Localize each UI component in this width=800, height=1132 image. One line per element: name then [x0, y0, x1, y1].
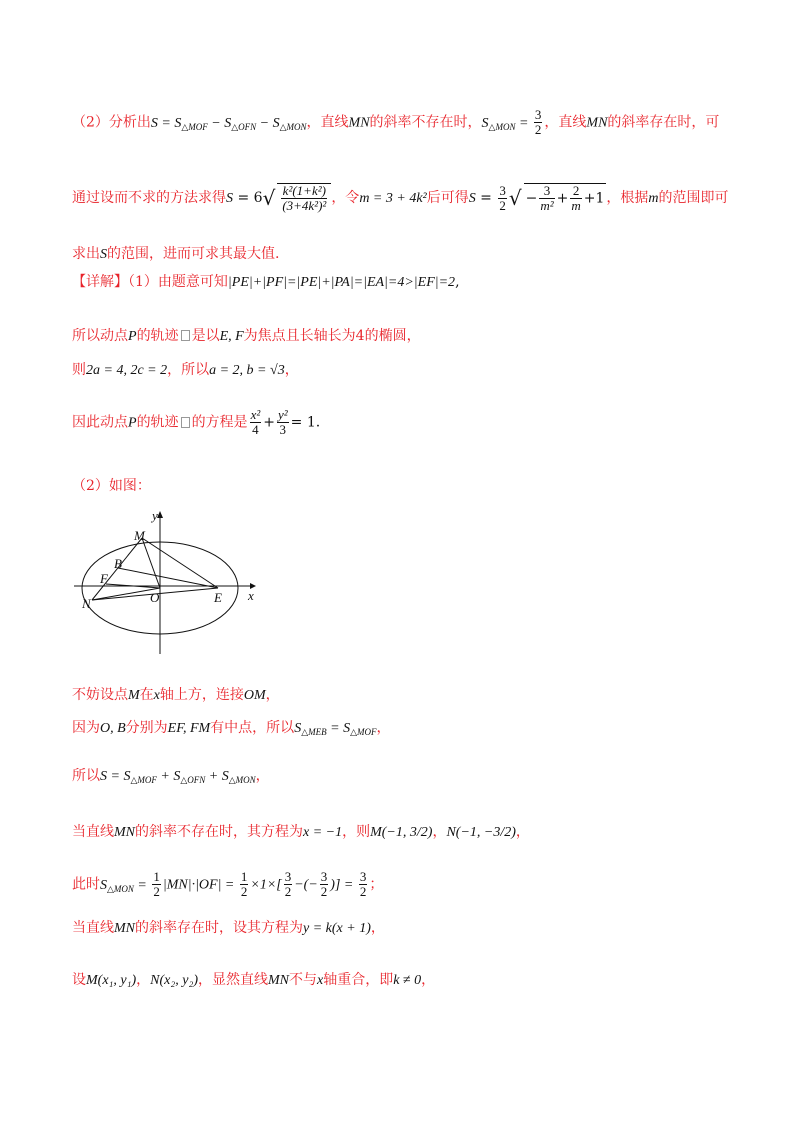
params-line: 则2a = 4, 2c = 2，所以a = 2, b = √3， [72, 362, 299, 378]
frac-3-2: $\frac{3}{2}$ [534, 107, 542, 137]
assume-line: 不妨设点M在x轴上方，连接OM， [72, 687, 280, 703]
area-value-line: 此时$S_{\triangle MON}$ = $\frac{1}{2}$ |MN|·|OF| = $\frac{1}{2}$ ×1×[ $\frac{3}{2}$ −(− $\frac{3}{2}$ )] = $\frac{3}{2}$ ； [72, 869, 384, 899]
label-m: M [134, 528, 145, 543]
slope-case-line: 当直线MN的斜率存在时，设其方程为y = k(x + 1)， [72, 920, 385, 936]
label-x: x [248, 588, 254, 603]
sqrt-frac: $\frac{\text{k²(1+k²)}}{\text{(3+4k²)²}}$ [282, 183, 327, 213]
equation-line: 因此动点P的轨迹 的方程是 $\frac{\text{x²}}{4}$ + $\frac{\text{y²}}{3}$ = 1. [72, 407, 321, 437]
label-e: E [214, 590, 222, 605]
points-line: 设M(x₁, y₁)，N(x₂, y₂)，显然直线MN不与x轴重合，即k ≠ 0， [72, 972, 436, 988]
analysis-line-2: 通过设而不求的方法求得S = 6√ $\frac{\text{k²(1+k²)}}{\text{(3+4k²)²}}$ ，令m = 3 + 4k²后可得S = $\frac{3}{2}$ √ − $\frac{3}{\text{m²}}$ + $\frac{2}{m}$ +1 ，根据m的范围即可 [72, 182, 729, 213]
analysis-line-3: 求出S的范围，进而可求其最大值. [72, 246, 280, 262]
label-y: y [152, 508, 158, 523]
detail-line: 【详解】（1）由题意可知|PE|+|PF|=|PE|+|PA|=|EA|=4>|EF|=2, [72, 274, 460, 290]
ellipse-equation: $\frac{\text{x²}}{4}$ [250, 407, 261, 437]
figure-label: （2）如图： [72, 478, 151, 494]
trajectory-line: 所以动点P的轨迹 是以E, F为焦点且长轴长为4的椭圆， [72, 328, 421, 344]
area-sum-line: 所以$S = S_{\triangle MOF} + S_{\triangle OFN} + S_{\triangle MON}$， [72, 768, 270, 785]
label-o: O [150, 590, 160, 605]
y-axis-arrow [157, 511, 163, 518]
midpoint-line: 因为O, B分别为EF, FM有中点，所以$S_{\triangle MEB} = S_{\triangle MOF}$， [72, 720, 391, 737]
ellipse-figure [72, 508, 262, 658]
label-f: F [100, 571, 108, 586]
vertical-case-line: 当直线MN的斜率不存在时，其方程为x = −1，则M(−1, 3/2)，N(−1, −3/2)， [72, 824, 530, 840]
s-formula: $S = S_{\triangle MOF} - S_{\triangle OFN} - S_{\triangle MON}$ [150, 115, 307, 132]
label-b: B [114, 556, 122, 571]
analysis-line-1: （2）分析出$S = S_{\triangle MOF} - S_{\triangle OFN} - S_{\triangle MON}$，直线MN的斜率不存在时，$S_{\triangle MON}$ = $\frac{3}{2}$ ，直线MN的斜率存在时，可 [72, 107, 720, 137]
label-n: N [82, 596, 91, 611]
